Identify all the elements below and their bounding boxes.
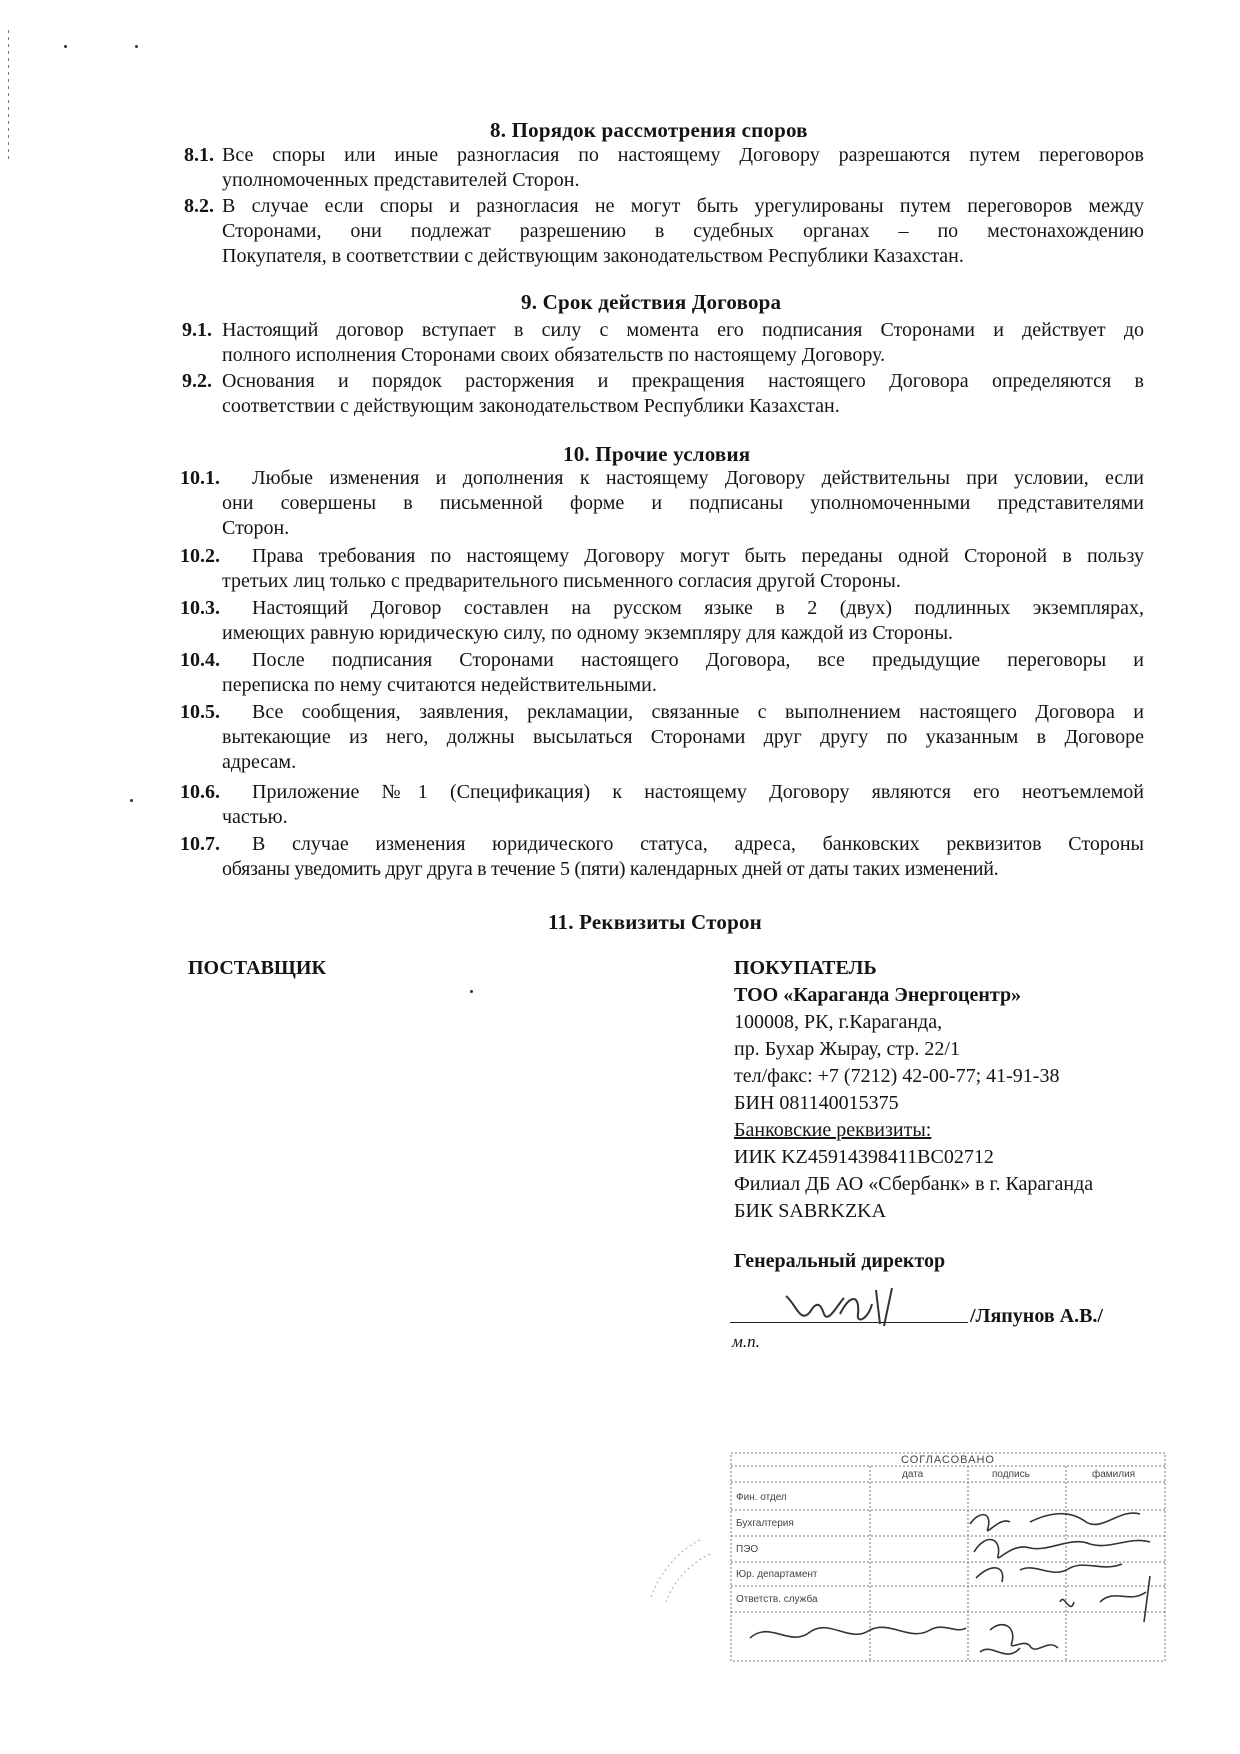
clause-line: уполномоченных представителей Сторон. bbox=[222, 169, 580, 191]
section-title-8: 8. Порядок рассмотрения споров bbox=[490, 118, 808, 142]
clause-9-1 bbox=[182, 318, 1144, 368]
clause-number: 9.1. bbox=[182, 319, 212, 341]
approval-row-peo: ПЭО bbox=[736, 1544, 759, 1555]
clause-line: После подписания Сторонами настоящего Договора, все предыдущие переговоры и bbox=[252, 649, 1144, 671]
clause-line: Настоящий договор вступает в силу с момента его подписания Сторонами и действует до bbox=[222, 319, 1144, 341]
clause-line: Сторонами, они подлежат разрешению в судебных органах – по местонахождению bbox=[222, 220, 1144, 242]
clause-line: В случае если споры и разногласия не могут быть урегулированы путем переговоров между bbox=[222, 195, 1144, 217]
approval-handwritten-signatures bbox=[730, 1452, 1166, 1667]
clause-line: Настоящий Договор составлен на русском языке в 2 (двух) подлинных экземплярах, bbox=[252, 597, 1144, 619]
clause-number: 8.2. bbox=[184, 195, 214, 217]
scan-dot bbox=[64, 45, 67, 48]
clause-number: 10.6. bbox=[180, 781, 220, 803]
scan-edge-mark bbox=[8, 30, 9, 160]
approval-stamp bbox=[730, 1452, 1166, 1667]
director-signature bbox=[780, 1284, 950, 1330]
buyer-iik: ИИК KZ45914398411BC02712 bbox=[734, 1146, 994, 1168]
section-title-10: 10. Прочие условия bbox=[563, 442, 751, 466]
clause-10-3 bbox=[180, 596, 1144, 646]
approval-stamp-title: СОГЛАСОВАНО bbox=[901, 1454, 995, 1466]
clause-number: 8.1. bbox=[184, 144, 214, 166]
clause-number: 10.3. bbox=[180, 597, 220, 619]
approval-row-legal: Юр. департамент bbox=[736, 1569, 818, 1580]
clause-line: Все споры или иные разногласия по настоящему Договору разрешаются путем переговоров bbox=[222, 144, 1144, 166]
clause-line: Любые изменения и дополнения к настоящему Договору действительны при условии, если bbox=[252, 467, 1144, 489]
clause-line: Основания и порядок расторжения и прекращения настоящего Договора определяются в bbox=[222, 370, 1144, 392]
clause-line: вытекающие из него, должны высылаться Сторонами друг другу по указанным в Договоре bbox=[222, 726, 1144, 748]
approval-row-responsible: Ответств. служба bbox=[736, 1594, 818, 1605]
clause-line: В случае изменения юридического статуса, адреса, банковских реквизитов Стороны bbox=[252, 833, 1144, 855]
clause-line: они совершены в письменной форме и подписаны уполномоченными представителями bbox=[222, 492, 1144, 514]
clause-10-5 bbox=[180, 700, 1144, 776]
clause-10-4 bbox=[180, 648, 1144, 698]
clause-line: Права требования по настоящему Договору могут быть переданы одной Стороной в пользу bbox=[252, 545, 1144, 567]
buyer-heading: ПОКУПАТЕЛЬ bbox=[734, 957, 877, 979]
clause-10-1 bbox=[180, 466, 1144, 542]
clause-line: соответствии с действующим законодательством Республики Казахстан. bbox=[222, 395, 840, 417]
clause-8-2 bbox=[184, 194, 1144, 270]
buyer-address-line-2: пр. Бухар Жырау, стр. 22/1 bbox=[734, 1038, 960, 1060]
clause-10-6 bbox=[180, 780, 1144, 830]
clause-number: 10.5. bbox=[180, 701, 220, 723]
clause-number: 9.2. bbox=[182, 370, 212, 392]
clause-8-1 bbox=[184, 143, 1144, 193]
clause-number: 10.2. bbox=[180, 545, 220, 567]
section-title-11: 11. Реквизиты Сторон bbox=[548, 910, 762, 934]
clause-line: переписка по нему считаются недействительными. bbox=[222, 674, 657, 696]
scan-dot bbox=[130, 799, 133, 802]
signatory-name: /Ляпунов А.В./ bbox=[970, 1305, 1103, 1327]
clause-line: адресам. bbox=[222, 751, 297, 773]
clause-line: третьих лиц только с предварительного письменного согласия другой Стороны. bbox=[222, 570, 901, 592]
buyer-bin: БИН 081140015375 bbox=[734, 1092, 899, 1114]
clause-number: 10.7. bbox=[180, 833, 220, 855]
clause-line: полного исполнения Сторонами своих обязательств по настоящему Договору. bbox=[222, 344, 886, 366]
scan-dot bbox=[135, 45, 138, 48]
buyer-bank: Филиал ДБ АО «Сбербанк» в г. Караганда bbox=[734, 1173, 1094, 1195]
clause-line: Приложение №1 (Спецификация) к настоящему Договору являются его неотъемлемой bbox=[252, 781, 1144, 803]
buyer-company: ТОО «Караганда Энергоцентр» bbox=[734, 984, 1022, 1006]
section-title-9: 9. Срок действия Договора bbox=[521, 290, 782, 314]
stamp-place-mark: м.п. bbox=[732, 1332, 760, 1351]
buyer-address-line-1: 100008, РК, г.Караганда, bbox=[734, 1011, 943, 1033]
bank-details-heading: Банковские реквизиты: bbox=[734, 1119, 932, 1141]
approval-col-surname: фамилия bbox=[1092, 1469, 1136, 1480]
clause-line: частью. bbox=[222, 806, 288, 828]
supplier-heading: ПОСТАВЩИК bbox=[188, 957, 326, 979]
scan-dot bbox=[470, 990, 473, 993]
buyer-bik: БИК SABRKZKA bbox=[734, 1200, 887, 1222]
buyer-phone: тел/факс: +7 (7212) 42-00-77; 41-91-38 bbox=[734, 1065, 1060, 1087]
approval-col-date: дата bbox=[902, 1469, 924, 1480]
clause-10-7 bbox=[180, 832, 1144, 882]
clause-line: Сторон. bbox=[222, 517, 290, 539]
clause-9-2 bbox=[182, 369, 1144, 419]
approval-col-signature: подпись bbox=[992, 1469, 1030, 1480]
clause-line: обязаны уведомить друг друга в течение 5 (пяти) календарных дней от даты таких изменений. bbox=[222, 858, 999, 880]
buyer-block bbox=[734, 955, 1174, 1225]
clause-line: имеющих равную юридическую силу, по одному экземпляру для каждой из Стороны. bbox=[222, 622, 954, 644]
clause-line: Покупателя, в соответствии с действующим законодательством Республики Казахстан. bbox=[222, 245, 964, 267]
clause-10-2 bbox=[180, 544, 1144, 594]
clause-line: Все сообщения, заявления, рекламации, связанные с выполнением настоящего Договора и bbox=[252, 701, 1144, 723]
approval-row-finance: Фин. отдел bbox=[736, 1492, 787, 1503]
approval-row-accounting: Бухгалтерия bbox=[736, 1518, 794, 1529]
faint-stamp-mark bbox=[640, 1530, 720, 1610]
clause-number: 10.1. bbox=[180, 467, 220, 489]
clause-number: 10.4. bbox=[180, 649, 220, 671]
director-title: Генеральный директор bbox=[734, 1250, 946, 1272]
